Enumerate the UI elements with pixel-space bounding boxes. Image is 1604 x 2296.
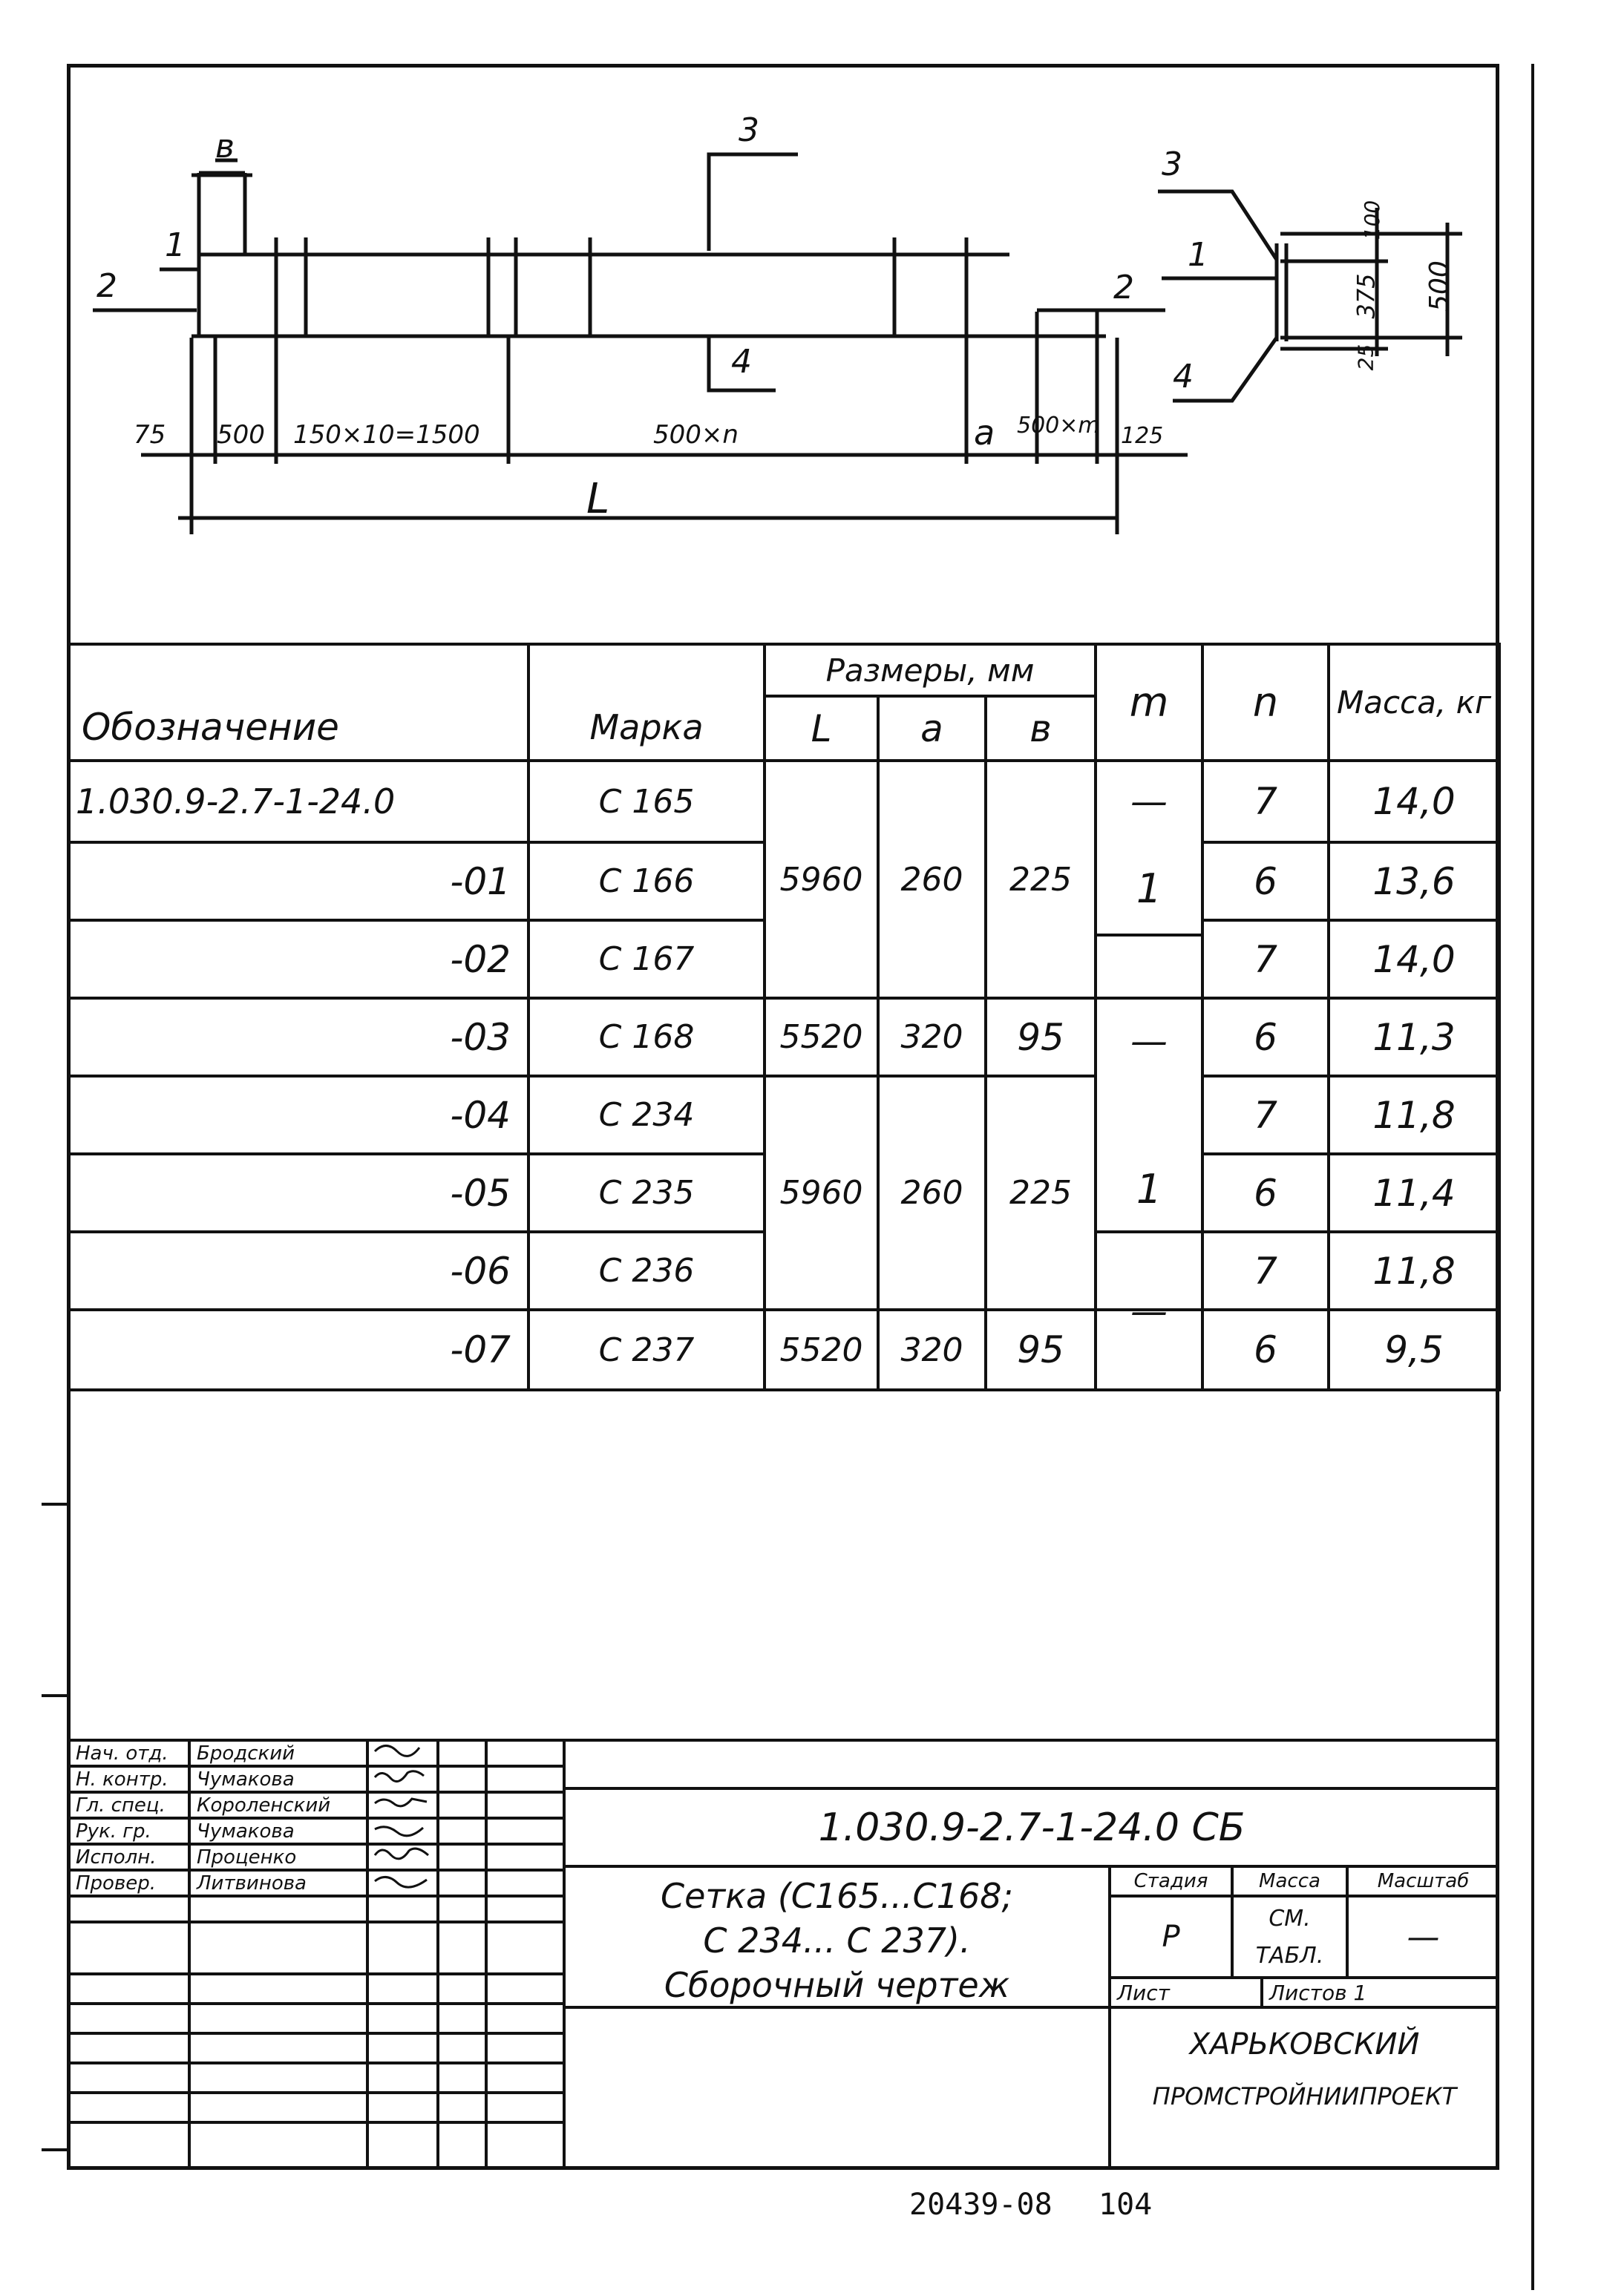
merged-a-1: 260 [900, 860, 963, 899]
merged-b-1: 225 [1009, 860, 1072, 899]
org-name-1: ХАРЬКОВСКИЙ [1189, 2027, 1420, 2062]
header-m: m [1129, 679, 1169, 726]
dim-L: L [586, 475, 610, 523]
row-3-designation: -03 [450, 1015, 511, 1059]
section-dim-100: 100 [1360, 200, 1385, 240]
title-line-2: С 234... С 237). [703, 1921, 971, 1961]
row-0-designation: 1.030.9-2.7-1-24.0 [76, 781, 396, 821]
row-3-mark: С 168 [598, 1018, 695, 1056]
callout-4: 4 [731, 343, 752, 381]
footer-doc-number: 20439-08 [909, 2188, 1053, 2222]
row-2-designation: -02 [450, 937, 511, 981]
dim-125: 125 [1121, 423, 1164, 449]
merged-m-1: — [1130, 780, 1168, 823]
row-1-mark: С 166 [598, 862, 695, 900]
dim-a: a [974, 413, 995, 453]
merged-L-4: 5520 [779, 1331, 863, 1369]
row-7-mass: 9,5 [1384, 1328, 1444, 1371]
merged-m-4: 1 [1136, 1166, 1162, 1213]
dim-75: 75 [134, 420, 166, 450]
header-mark: Марка [589, 707, 704, 747]
callout-3: 3 [739, 111, 759, 149]
merged-L-2: 5520 [779, 1018, 863, 1056]
row-2-mass: 14,0 [1372, 937, 1456, 981]
row-0-mark: С 165 [598, 782, 695, 821]
row-5-mark: С 235 [598, 1174, 695, 1212]
dim-500: 500 [217, 420, 265, 450]
role-4: Исполн. [76, 1846, 157, 1869]
role-2: Гл. спец. [76, 1794, 166, 1817]
row-7-mark: С 237 [598, 1331, 695, 1369]
row-6-designation: -06 [450, 1249, 511, 1293]
name-3: Чумакова [197, 1820, 295, 1843]
row-7-designation: -07 [450, 1328, 511, 1371]
row-4-designation: -04 [450, 1093, 511, 1137]
header-designation: Обозначение [82, 706, 339, 749]
merged-a-3: 260 [900, 1174, 963, 1212]
row-5-n: 6 [1254, 1171, 1277, 1215]
section-dim-25: 25 [1353, 344, 1378, 371]
row-1-mass: 13,6 [1372, 859, 1456, 903]
role-1: Н. контр. [76, 1768, 168, 1791]
callout-2: 2 [96, 267, 117, 305]
header-n: n [1252, 679, 1279, 726]
callout-2-right: 2 [1113, 269, 1134, 306]
row-3-n: 6 [1254, 1015, 1277, 1059]
row-7-n: 6 [1254, 1328, 1277, 1371]
merged-b-3: 225 [1009, 1174, 1072, 1212]
sheet-label: Лист [1117, 1980, 1170, 2005]
row-6-mass: 11,8 [1372, 1249, 1456, 1293]
row-1-designation: -01 [450, 859, 511, 903]
mass-value-1: СМ. [1269, 1905, 1311, 1932]
label-b: в [215, 128, 235, 165]
row-4-mass: 11,8 [1372, 1093, 1456, 1137]
footer-page-number: 104 [1099, 2188, 1153, 2222]
row-5-mass: 11,4 [1372, 1171, 1456, 1215]
name-4: Проценко [197, 1846, 297, 1869]
row-6-mark: С 236 [598, 1252, 695, 1290]
mass-value-2: ТАБЛ. [1255, 1942, 1324, 1969]
title-line-1: Сетка (С165...С168; [661, 1876, 1013, 1916]
merged-L-3: 5960 [779, 1174, 863, 1212]
org-name-2: ПРОМСТРОЙНИИПРОЕКТ [1152, 2082, 1457, 2110]
row-1-n: 6 [1254, 859, 1277, 903]
row-5-designation: -05 [450, 1171, 511, 1215]
name-0: Бродский [197, 1742, 295, 1765]
merged-m-5: — [1130, 1289, 1168, 1333]
stage-label: Стадия [1133, 1870, 1208, 1892]
dim-500n: 500×n [653, 420, 739, 450]
callout-1: 1 [165, 226, 186, 264]
document-code: 1.030.9-2.7-1-24.0 СБ [818, 1805, 1245, 1850]
header-L: L [811, 706, 832, 750]
role-0: Нач. отд. [76, 1742, 168, 1765]
header-a: a [920, 706, 943, 750]
scale-value: — [1407, 1918, 1440, 1956]
name-5: Литвинова [197, 1872, 307, 1895]
merged-b-2: 95 [1017, 1015, 1064, 1059]
merged-a-4: 320 [900, 1331, 963, 1369]
sheets-label: Листов 1 [1269, 1980, 1367, 2005]
section-dim-375: 375 [1352, 273, 1381, 319]
mass-label: Масса [1259, 1870, 1320, 1892]
scale-label: Масштаб [1377, 1870, 1470, 1892]
merged-L-1: 5960 [779, 860, 863, 899]
merged-a-2: 320 [900, 1018, 963, 1056]
row-4-n: 7 [1254, 1093, 1277, 1137]
role-3: Рук. гр. [76, 1820, 151, 1843]
row-4-mark: С 234 [598, 1096, 695, 1134]
name-2: Короленский [197, 1794, 331, 1817]
row-2-n: 7 [1254, 937, 1277, 981]
row-3-mass: 11,3 [1372, 1015, 1456, 1059]
section-dim-500: 500 [1424, 260, 1455, 312]
callout-3-section: 3 [1162, 145, 1182, 183]
row-2-mark: С 167 [598, 940, 695, 978]
title-line-3: Сборочный чертеж [664, 1965, 1010, 2005]
dim-500m: 500×m [1017, 413, 1100, 439]
row-0-mass: 14,0 [1372, 780, 1456, 823]
header-mass: Масса, кг [1336, 684, 1492, 721]
merged-m-2: 1 [1136, 865, 1162, 912]
merged-m-3: — [1130, 1019, 1168, 1063]
callout-4-section: 4 [1173, 358, 1194, 396]
stage-value: Р [1162, 1920, 1180, 1954]
dim-1500: 150×10=1500 [293, 420, 480, 450]
role-5: Провер. [76, 1872, 157, 1895]
header-dims-group: Размеры, мм [825, 652, 1035, 689]
row-0-n: 7 [1254, 780, 1277, 823]
callout-1-section: 1 [1188, 236, 1208, 274]
header-b: в [1029, 706, 1052, 750]
merged-b-4: 95 [1017, 1328, 1064, 1371]
name-1: Чумакова [197, 1768, 295, 1791]
row-6-n: 7 [1254, 1249, 1277, 1293]
